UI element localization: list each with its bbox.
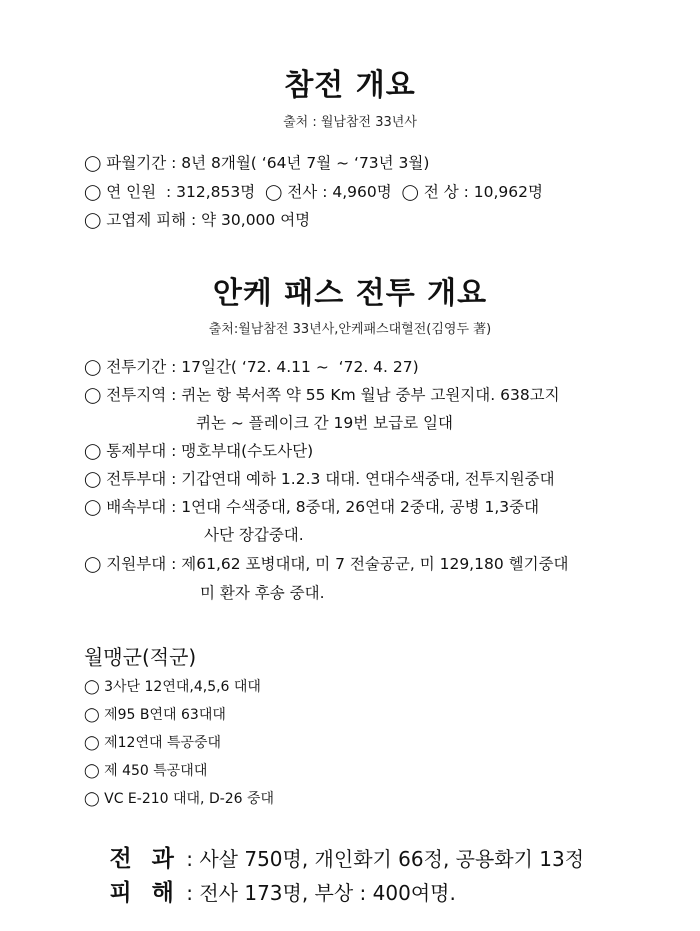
overview-source: 출처 : 월남참전 33년사 (283, 115, 417, 130)
battle-item-area: ◯ 전투지역 : 퀴논 항 북서쪽 약 55 Km 월남 중부 고원지대. 638고지 (84, 386, 560, 404)
results-text: : 사살 750명, 개인화기 66정, 공용화기 13정 (179, 847, 585, 871)
overview-item-casualties: ◯ 연 인원 : 312,853명 ◯ 전사 : 4,960명 ◯ 전 상 : 10,962명 (84, 183, 543, 201)
damage-row (84, 850, 456, 931)
enemy-item: ◯ 제 450 특공대대 (84, 763, 208, 779)
battle-item-support-continued: 미 환자 후송 중대. (200, 584, 325, 602)
enemy-heading: 월맹군(적군) (84, 645, 197, 669)
battle-item-command: ◯ 통제부대 : 맹호부대(수도사단) (84, 442, 314, 460)
battle-source: 출처:월남참전 33년사,안케패스대혈전(김영두 著) (208, 322, 492, 337)
results-label: 전 과 (109, 846, 180, 872)
battle-item-period: ◯ 전투기간 : 17일간( ‘72. 4.11 ~ ‘72. 4. 27) (84, 358, 419, 376)
enemy-item: ◯ VC E-210 대대, D-26 중대 (84, 791, 275, 807)
overview-item-period: ◯ 파월기간 : 8년 8개월( ‘64년 7월 ~ ‘73년 3월) (84, 154, 430, 172)
battle-item-attached-units: ◯ 배속부대 : 1연대 수색중대, 8중대, 26연대 2중대, 공병 1,3중대 (84, 498, 540, 516)
battle-item-area-continued: 퀴논 ~ 플레이크 간 19번 보급로 일대 (196, 414, 453, 432)
damage-text: : 전사 173명, 부상 : 400여명. (179, 881, 456, 905)
enemy-item: ◯ 3사단 12연대,4,5,6 대대 (84, 679, 261, 695)
battle-item-support-units: ◯ 지원부대 : 제61,62 포병대대, 미 7 전술공군, 미 129,180 헬기중대 (84, 555, 569, 573)
overview-item-agent-orange: ◯ 고엽제 피해 : 약 30,000 여명 (84, 211, 311, 229)
battle-item-attached-continued: 사단 장갑중대. (204, 526, 304, 544)
overview-title: 참전 개요 (284, 68, 416, 103)
battle-title: 안케 패스 전투 개요 (212, 276, 488, 311)
enemy-item: ◯ 제12연대 특공중대 (84, 735, 222, 751)
damage-label: 피 해 (109, 880, 180, 906)
enemy-item: ◯ 제95 B연대 63대대 (84, 707, 226, 723)
battle-item-combat-units: ◯ 전투부대 : 기갑연대 예하 1.2.3 대대. 연대수색중대, 전투지원중대 (84, 470, 555, 488)
